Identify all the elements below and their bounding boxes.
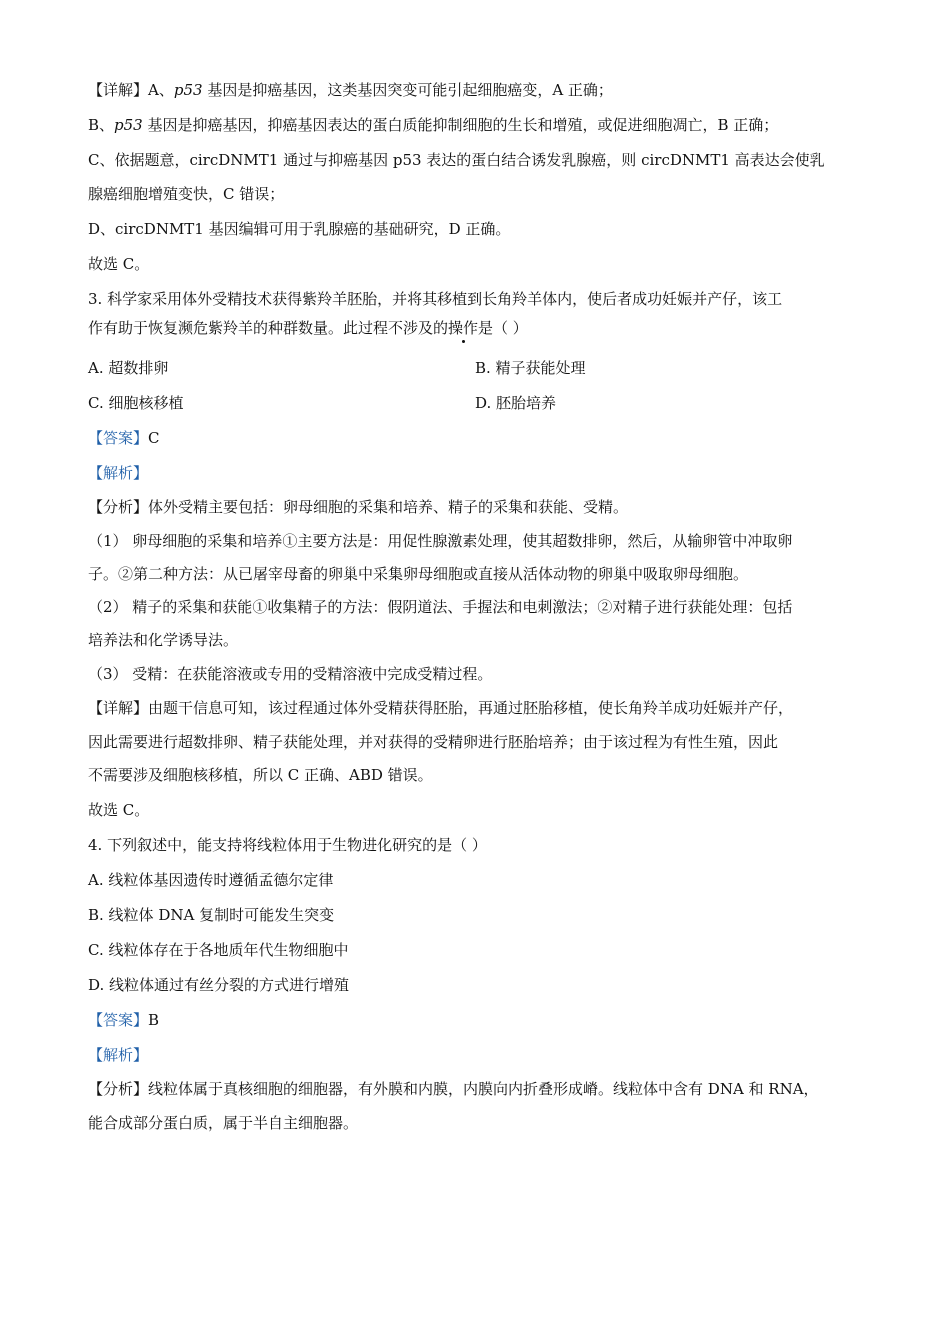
- q3-option-a: A. 超数排卵: [88, 359, 169, 377]
- q2-detail-a: 【详解】A、p53 基因是抑癌基因，这类基因突变可能引起细胞癌变，A 正确；: [88, 81, 613, 99]
- q3-point2-line1: （2） 精子的采集和获能①收集精子的方法：假阴道法、手握法和电刺激法；②对精子进行获能处理：包括: [88, 598, 793, 616]
- fenxi-tag: 【分析】: [88, 1080, 149, 1098]
- q2-conclusion: 故选 C。: [88, 255, 150, 273]
- q2-detail-c-line1: C、依据题意，circDNMT1 通过与抑癌基因 p53 表达的蛋白结合诱发乳腺癌，则 circDNMT1 高表达会使乳: [88, 151, 825, 169]
- q3-option-c: C. 细胞核移植: [88, 394, 184, 412]
- q3-detail-line2: 因此需要进行超数排卵、精子获能处理，并对获得的受精卵进行胚胎培养；由于该过程为有性生殖，因此: [88, 733, 779, 751]
- emphasis-dot: [462, 340, 465, 343]
- q3-stem-line2: 作有助于恢复濒危紫羚羊的种群数量。此过程不涉及的操作是（ ）: [88, 319, 528, 337]
- q3-point1-line2: 子。②第二种方法：从已屠宰母畜的卵巢中采集卵母细胞或直接从活体动物的卵巢中吸取卵母细胞。: [88, 565, 749, 583]
- q4-option-b: B. 线粒体 DNA 复制时可能发生突变: [88, 906, 335, 924]
- q4-analysis-tag: 【解析】: [88, 1046, 149, 1064]
- detail-tag: 【详解】: [88, 699, 149, 717]
- q4-fenxi-line1: 【分析】线粒体属于真核细胞的细胞器，有外膜和内膜，内膜向内折叠形成嵴。线粒体中含有 DNA 和 RNA，: [88, 1080, 819, 1098]
- detail-tag: 【详解】: [88, 81, 149, 99]
- gene-name: p53: [173, 81, 203, 99]
- q4-fenxi-line2: 能合成部分蛋白质，属于半自主细胞器。: [88, 1114, 359, 1132]
- q3-option-b: B. 精子获能处理: [475, 359, 586, 377]
- q3-option-d: D. 胚胎培养: [475, 394, 557, 412]
- q3-answer: [88, 428, 160, 448]
- q4-option-a: A. 线粒体基因遗传时遵循孟德尔定律: [88, 871, 334, 889]
- answer-tag: 【答案】: [88, 429, 149, 447]
- q4-option-c: C. 线粒体存在于各地质年代生物细胞中: [88, 941, 349, 959]
- q3-detail-line1: 【详解】由题干信息可知，该过程通过体外受精获得胚胎，再通过胚胎移植，使长角羚羊成功妊娠并产仔，: [88, 699, 794, 717]
- q3-conclusion: 故选 C。: [88, 801, 150, 819]
- q3-point1-line1: （1） 卵母细胞的采集和培养①主要方法是：用促性腺激素处理，使其超数排卵，然后，从输卵管中冲取卵: [88, 532, 793, 550]
- q3-fenxi: 【分析】体外受精主要包括：卵母细胞的采集和培养、精子的采集和获能、受精。: [88, 498, 629, 516]
- answer-tag: 【答案】: [88, 1011, 149, 1029]
- q3-stem-line1: 3. 科学家采用体外受精技术获得紫羚羊胚胎，并将其移植到长角羚羊体内，使后者成功妊娠并产仔，该工: [88, 290, 783, 308]
- q4-option-d: D. 线粒体通过有丝分裂的方式进行增殖: [88, 976, 350, 994]
- q2-detail-b: B、p53 基因是抑癌基因，抑癌基因表达的蛋白质能抑制细胞的生长和增殖，或促进细胞凋亡，B 正确；: [88, 116, 779, 134]
- q3-detail-line3: 不需要涉及细胞核移植，所以 C 正确、ABD 错误。: [88, 766, 433, 784]
- q4-stem: 4. 下列叙述中，能支持将线粒体用于生物进化研究的是（ ）: [88, 836, 487, 854]
- q3-point3: （3） 受精：在获能溶液或专用的受精溶液中完成受精过程。: [88, 665, 493, 683]
- q3-analysis-tag: 【解析】: [88, 464, 149, 482]
- q2-detail-d: D、circDNMT1 基因编辑可用于乳腺癌的基础研究，D 正确。: [88, 220, 511, 238]
- q3-point2-line2: 培养法和化学诱导法。: [88, 631, 239, 649]
- answer-value: B: [148, 1011, 160, 1029]
- q4-answer: [88, 1010, 159, 1030]
- gene-name: p53: [114, 116, 143, 134]
- q2-detail-c-line2: 腺癌细胞增殖变快，C 错误；: [88, 185, 285, 203]
- answer-value: C: [148, 429, 160, 447]
- fenxi-tag: 【分析】: [88, 498, 149, 516]
